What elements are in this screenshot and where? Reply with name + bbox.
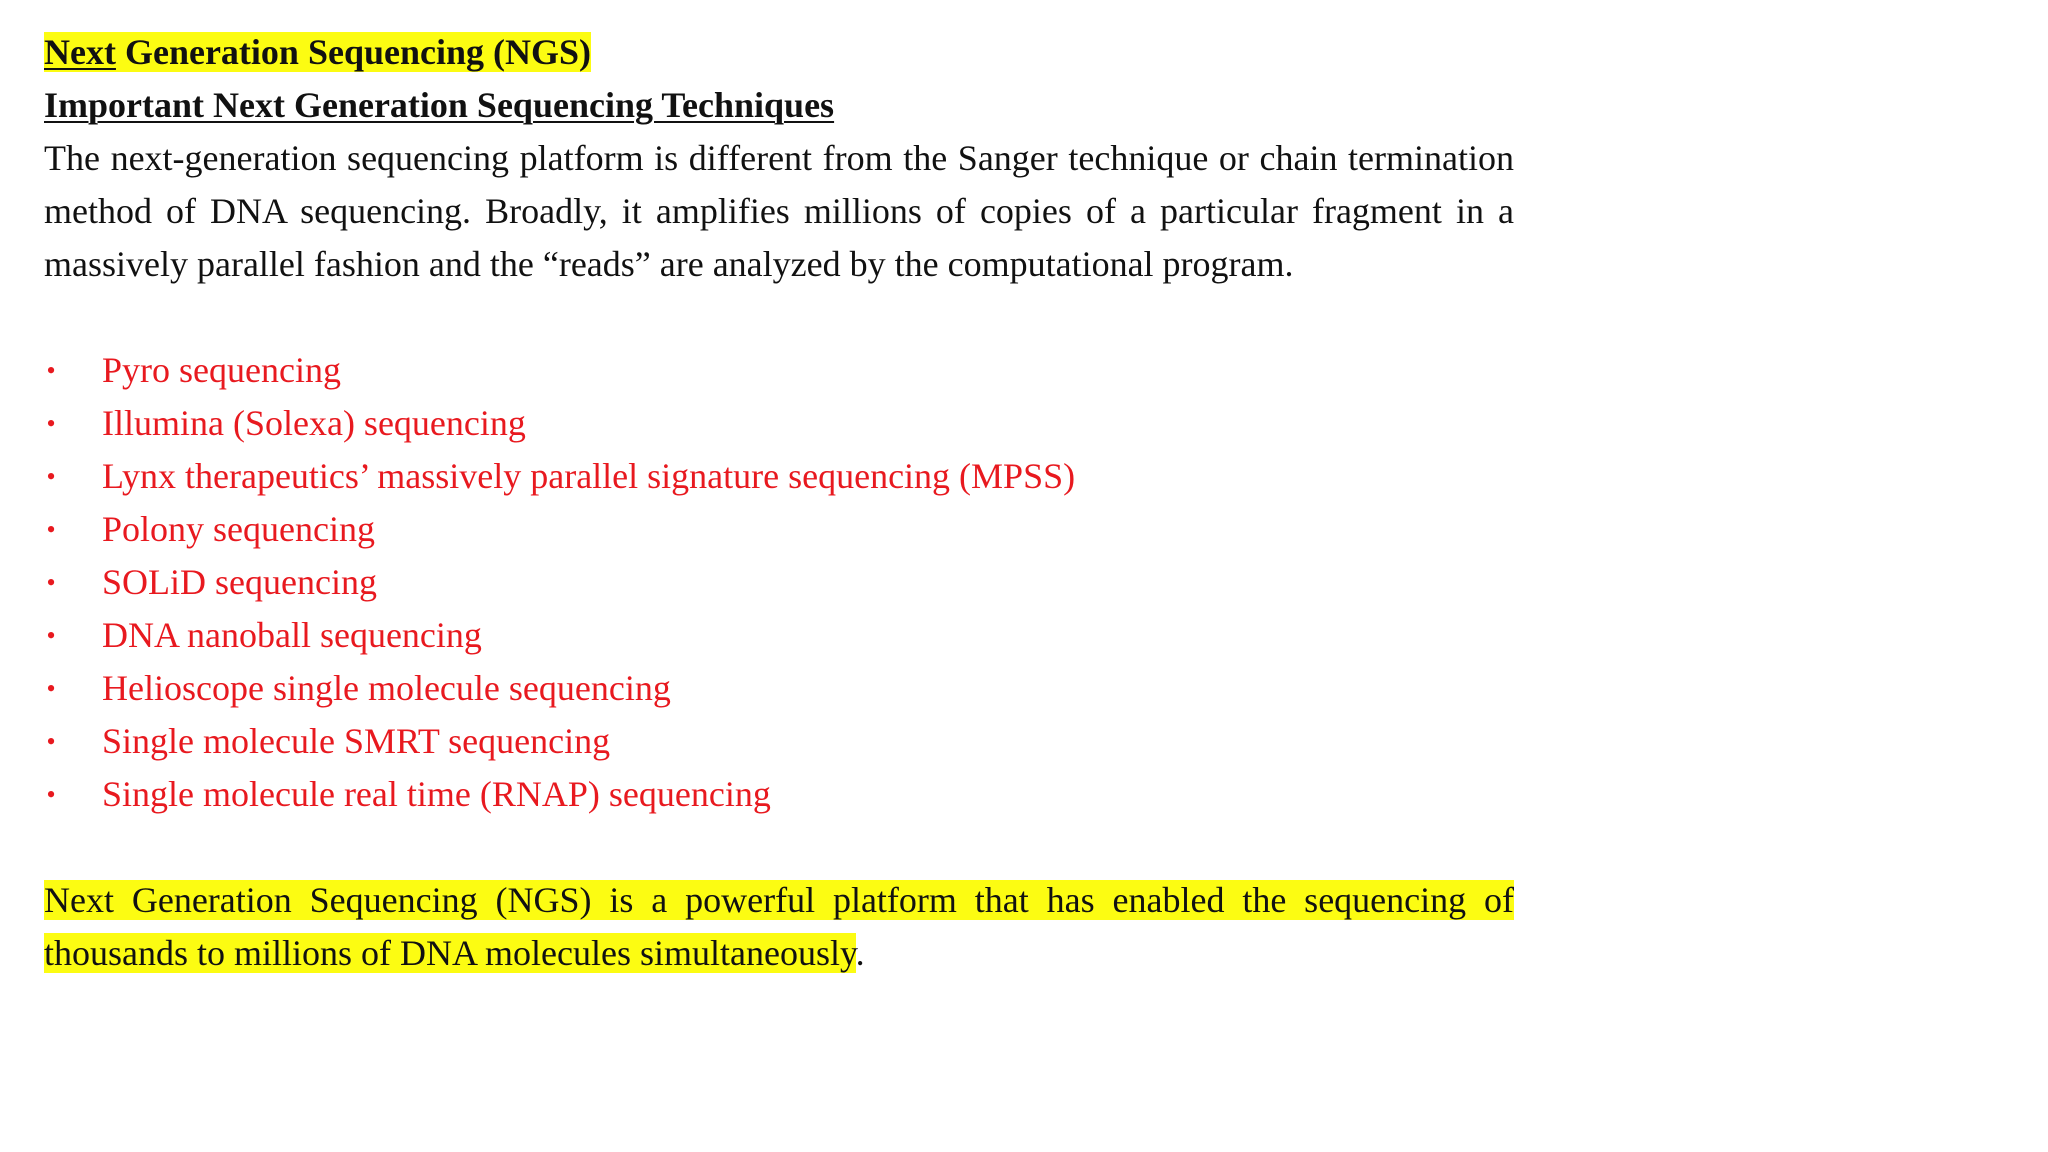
summary-highlighted-text: Next Generation Sequencing (NGS) is a powerful platform that has enabled the sequencing of thousands to millions of DNA molecules simultaneously (44, 880, 1514, 973)
list-item-text: DNA nanoball sequencing (102, 615, 482, 655)
bullet-icon: • (46, 515, 56, 544)
list-item (44, 344, 1514, 397)
list-item-text: Illumina (Solexa) sequencing (102, 403, 526, 443)
title-first-word: Next (44, 32, 116, 72)
list-item-text: Helioscope single molecule sequencing (102, 668, 671, 708)
bullet-icon: • (46, 356, 56, 385)
list-item (44, 450, 1514, 503)
list-item (44, 503, 1514, 556)
section-heading-text: Important Next Generation Sequencing Techniques (44, 85, 835, 125)
summary-tail: . (855, 933, 865, 973)
bullet-icon: • (46, 674, 56, 703)
document-page (44, 26, 1514, 980)
document-title (44, 26, 1514, 79)
bullet-icon: • (46, 727, 56, 756)
spacer (44, 821, 1514, 874)
list-item (44, 556, 1514, 609)
list-item (44, 768, 1514, 821)
list-item-text: Single molecule real time (RNAP) sequencing (102, 774, 771, 814)
bullet-icon: • (46, 462, 56, 491)
list-item-text: Single molecule SMRT sequencing (102, 721, 611, 761)
list-item-text: SOLiD sequencing (102, 562, 377, 602)
summary-paragraph (44, 874, 1514, 980)
title-highlight (44, 32, 591, 72)
bullet-icon: • (46, 568, 56, 597)
list-item-text: Polony sequencing (102, 509, 375, 549)
list-item (44, 662, 1514, 715)
section-heading (44, 79, 1514, 132)
intro-paragraph: The next-generation sequencing platform is different from the Sanger technique or chain termination method of DNA sequencing. Broadly, it amplifies millions of copies of a particular fragment in a massively parallel fashion and the “reads” are analyzed by the computational program. (44, 138, 1514, 284)
list-item (44, 715, 1514, 768)
list-item (44, 397, 1514, 450)
bullet-icon: • (46, 780, 56, 809)
bullet-icon: • (46, 621, 56, 650)
techniques-list (44, 344, 1514, 821)
spacer (44, 291, 1514, 344)
list-item-text: Pyro sequencing (102, 350, 341, 390)
title-rest: Generation Sequencing (NGS) (115, 32, 591, 72)
list-item (44, 609, 1514, 662)
list-item-text: Lynx therapeutics’ massively parallel signature sequencing (MPSS) (102, 456, 1076, 496)
bullet-icon: • (46, 409, 56, 438)
